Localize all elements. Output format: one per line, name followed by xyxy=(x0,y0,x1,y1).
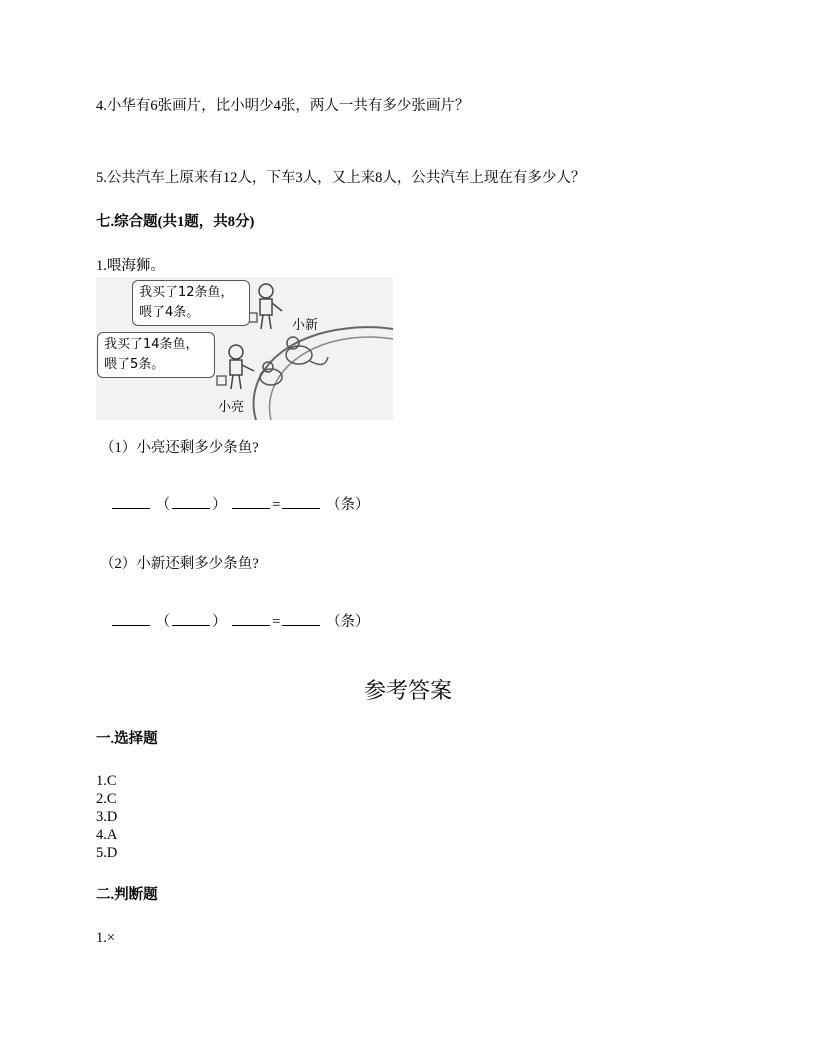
answer-blank[interactable] xyxy=(112,612,150,626)
answer-blank[interactable] xyxy=(282,495,320,509)
answers-section-2-heading: 二.判断题 xyxy=(96,887,158,903)
sub-question-1: （1）小亮还剩多少条鱼? xyxy=(100,440,259,456)
answer-item: 5.D xyxy=(96,845,118,861)
bubble-1-line-2: 喂了4条。 xyxy=(139,305,200,320)
answer-blank[interactable] xyxy=(282,612,320,626)
equals-sign: = xyxy=(272,497,281,513)
section-7-question-1: 1.喂海狮。 xyxy=(96,258,165,274)
paren-close: ） xyxy=(212,497,227,513)
answer-item: 1.C xyxy=(96,773,117,789)
section-7-heading: 七.综合题(共1题，共8分) xyxy=(96,214,255,230)
label-xiaoxin: 小新 xyxy=(292,318,319,333)
label-xiaoliang: 小亮 xyxy=(218,400,245,415)
feeding-sea-lion-illustration xyxy=(96,277,393,420)
equation-row-2 xyxy=(112,612,372,632)
answer-item: 2.C xyxy=(96,791,117,807)
paren-open: （ xyxy=(155,497,171,513)
bubble-2-line-2: 喂了5条。 xyxy=(104,357,165,372)
sub-question-2: （2）小新还剩多少条鱼? xyxy=(100,556,259,572)
answer-item: 4.A xyxy=(96,827,118,843)
bubble-1-line-1: 我买了12条鱼， xyxy=(139,285,234,300)
unit-label: （条） xyxy=(326,614,370,630)
equation-row-1 xyxy=(112,495,372,515)
answer-item: 1.× xyxy=(96,930,116,946)
question-4: 4.小华有6张画片，比小明少4张，两人一共有多少张画片？ xyxy=(96,98,470,114)
speech-bubble-xiaoxin xyxy=(132,280,250,326)
bubble-2-line-1: 我买了14条鱼， xyxy=(104,337,199,352)
answers-section-1-heading: 一.选择题 xyxy=(96,731,158,747)
answer-blank[interactable] xyxy=(232,495,270,509)
equals-sign: = xyxy=(272,614,281,630)
paren-close: ） xyxy=(212,614,227,630)
answer-key-title: 参考答案 xyxy=(363,678,452,703)
answer-blank[interactable] xyxy=(232,612,270,626)
question-5: 5.公共汽车上原来有12人，下车3人，又上来8人，公共汽车上现在有多少人？ xyxy=(96,170,586,186)
paren-open: （ xyxy=(155,614,171,630)
answer-item: 3.D xyxy=(96,809,118,825)
speech-bubble-xiaoliang xyxy=(97,332,215,378)
answer-blank[interactable] xyxy=(172,495,210,509)
answer-blank[interactable] xyxy=(112,495,150,509)
answer-blank[interactable] xyxy=(172,612,210,626)
unit-label: （条） xyxy=(326,497,370,513)
